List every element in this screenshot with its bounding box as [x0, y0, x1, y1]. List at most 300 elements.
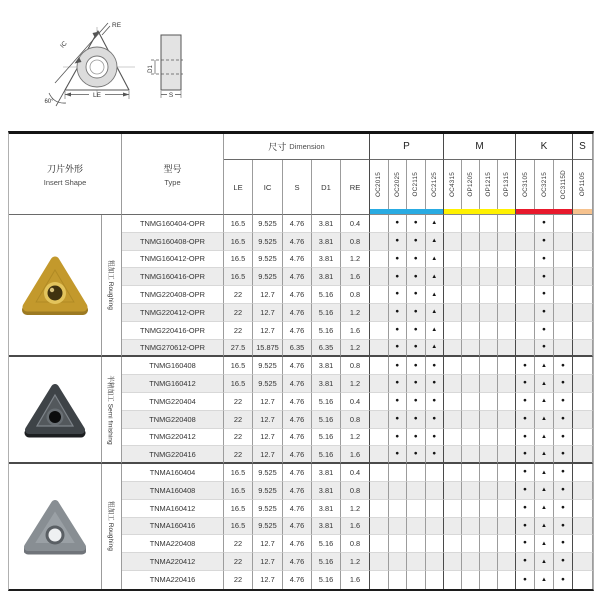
grade-mark-cell	[573, 464, 593, 482]
grade-mark-cell	[480, 393, 498, 411]
grade-mark-cell	[480, 518, 498, 536]
type-cell: TNMG160412-OPR	[122, 251, 224, 269]
dim-cell: 4.76	[283, 357, 312, 375]
grade-mark-cell	[573, 251, 593, 269]
grade-mark-cell	[535, 553, 554, 571]
grade-mark-cell	[444, 500, 462, 518]
grade-mark-cell	[573, 286, 593, 304]
grade-mark-cell	[554, 304, 573, 322]
grade-mark-cell	[426, 393, 445, 411]
grade-mark-cell	[516, 268, 535, 286]
usage-label-text: 粗加工 Roughing	[106, 501, 114, 552]
availability-dot-mark: ●	[523, 397, 527, 405]
header-insert-shape-cn: 刀片外形	[46, 163, 83, 174]
dim-cell: 22	[224, 571, 253, 589]
availability-dot-mark: ●	[561, 468, 565, 476]
insert-catalog-table	[8, 131, 594, 591]
availability-triangle-mark: ▲	[541, 451, 547, 458]
grade-mark-cell	[370, 286, 389, 304]
availability-dot-mark: ●	[395, 343, 400, 351]
grade-mark-cell	[389, 233, 408, 251]
grade-column-label: OC2015	[375, 171, 383, 197]
dim-cell: 3.81	[312, 268, 341, 286]
grade-column-label: OP1215	[485, 172, 492, 197]
grade-mark-cell	[554, 553, 573, 571]
re-leader-line	[102, 26, 110, 35]
availability-dot-mark: ●	[395, 414, 400, 422]
type-cell: TNMA160408	[122, 482, 224, 500]
type-cell: TNMA160416	[122, 518, 224, 536]
grade-mark-cell	[535, 393, 554, 411]
grade-mark-cell	[444, 340, 462, 358]
grade-mark-cell	[407, 286, 426, 304]
type-cell: TNMG220408	[122, 411, 224, 429]
availability-triangle-mark: ▲	[541, 433, 547, 440]
grade-mark-cell	[535, 215, 554, 233]
grade-mark-cell	[535, 286, 554, 304]
grade-mark-cell	[554, 500, 573, 518]
d1-label: D1	[148, 65, 154, 73]
grade-mark-cell	[516, 322, 535, 340]
grade-mark-cell	[535, 446, 554, 464]
grade-mark-cell	[389, 446, 408, 464]
availability-dot-mark: ●	[561, 503, 565, 511]
type-cell: TNMG220412-OPR	[122, 304, 224, 322]
grade-mark-cell	[535, 464, 554, 482]
grade-mark-cell	[407, 429, 426, 447]
availability-dot-mark: ●	[523, 521, 527, 529]
dim-cell: 4.76	[283, 215, 312, 233]
type-cell: TNMG220404	[122, 393, 224, 411]
grade-mark-cell	[389, 464, 408, 482]
availability-dot-mark: ●	[413, 254, 418, 262]
grade-mark-cell	[573, 340, 593, 358]
grade-mark-cell	[426, 482, 445, 500]
dim-cell: 12.7	[253, 286, 283, 304]
dim-cell: 5.16	[312, 304, 341, 322]
grade-column-label: OP1205	[467, 172, 474, 197]
grade-mark-cell	[480, 553, 498, 571]
grade-mark-cell	[554, 251, 573, 269]
grade-column-header-OC2125	[426, 160, 445, 209]
availability-dot-mark: ●	[561, 539, 565, 547]
availability-triangle-mark: ▲	[431, 238, 438, 245]
grade-class-header-M: M	[444, 134, 516, 160]
grade-mark-cell	[573, 268, 593, 286]
grade-mark-cell	[426, 286, 445, 304]
availability-dot-mark: ●	[561, 557, 565, 565]
grade-column-label: OC3115D	[559, 169, 567, 200]
availability-dot-mark: ●	[413, 361, 418, 369]
availability-dot-mark: ●	[413, 308, 418, 316]
grade-mark-cell	[462, 251, 480, 269]
grade-mark-cell	[554, 535, 573, 553]
dim-cell: 16.5	[224, 482, 253, 500]
grade-mark-cell	[516, 251, 535, 269]
grade-column-label: OC2125	[430, 171, 438, 197]
grade-mark-cell	[407, 304, 426, 322]
grade-class-header-P: P	[370, 134, 444, 160]
grade-mark-cell	[389, 304, 408, 322]
dim-cell: 9.525	[253, 268, 283, 286]
availability-dot-mark: ●	[413, 219, 418, 227]
grade-mark-cell	[370, 464, 389, 482]
grade-mark-cell	[516, 553, 535, 571]
dim-cell: 0.8	[341, 482, 370, 500]
grade-mark-cell	[554, 518, 573, 536]
type-cell: TNMA160404	[122, 464, 224, 482]
type-cell: TNMG160412	[122, 375, 224, 393]
grade-mark-cell	[407, 553, 426, 571]
availability-dot-mark: ●	[432, 397, 437, 405]
dim-cell: 0.8	[341, 286, 370, 304]
grade-mark-cell	[407, 500, 426, 518]
grade-mark-cell	[535, 251, 554, 269]
availability-dot-mark: ●	[561, 397, 565, 405]
availability-dot-mark: ●	[432, 379, 437, 387]
availability-dot-mark: ●	[542, 254, 546, 262]
dim-cell: 3.81	[312, 375, 341, 393]
grade-mark-cell	[573, 571, 593, 589]
header-dim-s: S	[283, 160, 312, 215]
dim-cell: 5.16	[312, 429, 341, 447]
availability-dot-mark: ●	[523, 414, 527, 422]
grade-mark-cell	[516, 304, 535, 322]
grade-mark-cell	[370, 535, 389, 553]
dim-cell: 1.6	[341, 268, 370, 286]
grade-mark-cell	[426, 553, 445, 571]
le-arrow-left	[65, 93, 71, 97]
availability-dot-mark: ●	[523, 432, 527, 440]
type-cell: TNMG160404-OPR	[122, 215, 224, 233]
grade-mark-cell	[444, 357, 462, 375]
grade-column-label: OP1315	[503, 172, 510, 197]
grade-mark-cell	[480, 429, 498, 447]
insert-photo-dark	[9, 357, 102, 464]
grade-column-header-OP1105	[573, 160, 593, 209]
availability-dot-mark: ●	[523, 486, 527, 494]
grade-mark-cell	[370, 393, 389, 411]
dim-cell: 22	[224, 322, 253, 340]
grade-mark-cell	[573, 375, 593, 393]
grade-mark-cell	[516, 571, 535, 589]
dim-cell: 1.2	[341, 340, 370, 358]
availability-dot-mark: ●	[561, 361, 565, 369]
grade-mark-cell	[426, 571, 445, 589]
grade-mark-cell	[573, 553, 593, 571]
availability-triangle-mark: ▲	[541, 540, 547, 547]
availability-dot-mark: ●	[395, 432, 400, 440]
header-insert-shape	[9, 134, 122, 215]
dim-cell: 5.16	[312, 535, 341, 553]
grade-mark-cell	[462, 304, 480, 322]
grade-mark-cell	[535, 340, 554, 358]
grade-mark-cell	[407, 322, 426, 340]
grade-mark-cell	[554, 375, 573, 393]
grade-column-header-OC4315	[444, 160, 462, 209]
grade-mark-cell	[498, 357, 516, 375]
dim-cell: 4.76	[283, 251, 312, 269]
grade-mark-cell	[444, 553, 462, 571]
grade-mark-cell	[498, 393, 516, 411]
grade-mark-cell	[462, 393, 480, 411]
grade-mark-cell	[426, 322, 445, 340]
usage-label-text: 粗加工 Roughing	[106, 260, 114, 311]
grade-mark-cell	[389, 322, 408, 340]
grade-mark-cell	[389, 215, 408, 233]
grade-mark-cell	[480, 268, 498, 286]
grade-mark-cell	[573, 429, 593, 447]
grade-mark-cell	[389, 500, 408, 518]
grade-mark-cell	[498, 553, 516, 571]
insert-photo-gold	[9, 215, 102, 357]
grade-mark-cell	[573, 304, 593, 322]
grade-mark-cell	[426, 464, 445, 482]
grade-mark-cell	[498, 429, 516, 447]
grade-mark-cell	[370, 571, 389, 589]
ic-label: IC	[59, 40, 69, 50]
dim-cell: 0.4	[341, 464, 370, 482]
re-label: RE	[112, 22, 122, 29]
dim-cell: 15.875	[253, 340, 283, 358]
header-dimension	[224, 134, 370, 160]
grade-mark-cell	[554, 233, 573, 251]
grade-mark-cell	[462, 482, 480, 500]
grade-mark-cell	[444, 482, 462, 500]
grade-mark-cell	[407, 375, 426, 393]
grade-class-header-K: K	[516, 134, 573, 160]
header-type-cn: 型号	[163, 163, 182, 174]
dim-cell: 22	[224, 304, 253, 322]
grade-mark-cell	[480, 322, 498, 340]
grade-mark-cell	[407, 518, 426, 536]
dim-cell: 9.525	[253, 215, 283, 233]
grade-mark-cell	[370, 553, 389, 571]
grade-mark-cell	[498, 411, 516, 429]
grade-mark-cell	[426, 268, 445, 286]
grade-mark-cell	[462, 464, 480, 482]
grade-mark-cell	[444, 286, 462, 304]
grade-mark-cell	[516, 286, 535, 304]
grade-mark-cell	[480, 233, 498, 251]
dim-cell: 4.76	[283, 322, 312, 340]
usage-label	[102, 357, 122, 464]
grade-mark-cell	[573, 411, 593, 429]
grade-mark-cell	[498, 464, 516, 482]
availability-dot-mark: ●	[523, 539, 527, 547]
availability-dot-mark: ●	[413, 397, 418, 405]
dim-cell: 3.81	[312, 215, 341, 233]
dim-cell: 9.525	[253, 464, 283, 482]
dim-cell: 5.16	[312, 286, 341, 304]
availability-dot-mark: ●	[561, 450, 565, 457]
grade-mark-cell	[554, 357, 573, 375]
grade-mark-cell	[389, 357, 408, 375]
grade-mark-cell	[407, 340, 426, 358]
header-dim-ic: IC	[253, 160, 283, 215]
grade-mark-cell	[444, 429, 462, 447]
grade-mark-cell	[480, 500, 498, 518]
dim-cell: 3.81	[312, 518, 341, 536]
dim-cell: 1.6	[341, 518, 370, 536]
grade-mark-cell	[370, 446, 389, 464]
dim-cell: 22	[224, 393, 253, 411]
grade-mark-cell	[535, 518, 554, 536]
grade-mark-cell	[573, 518, 593, 536]
dim-cell: 9.525	[253, 251, 283, 269]
grade-mark-cell	[407, 446, 426, 464]
dim-cell: 4.76	[283, 535, 312, 553]
dim-cell: 3.81	[312, 464, 341, 482]
dim-cell: 16.5	[224, 464, 253, 482]
grade-mark-cell	[554, 393, 573, 411]
grade-mark-cell	[554, 411, 573, 429]
grade-mark-cell	[535, 500, 554, 518]
grade-mark-cell	[462, 233, 480, 251]
availability-dot-mark: ●	[413, 290, 418, 298]
grade-mark-cell	[498, 535, 516, 553]
grade-mark-cell	[407, 571, 426, 589]
grade-mark-cell	[554, 322, 573, 340]
dim-cell: 3.81	[312, 357, 341, 375]
grade-column-label: OC2115	[412, 172, 420, 197]
grade-column-header-OP1315	[498, 160, 516, 209]
grade-mark-cell	[535, 304, 554, 322]
availability-dot-mark: ●	[561, 521, 565, 529]
grade-mark-cell	[389, 553, 408, 571]
dim-cell: 9.525	[253, 482, 283, 500]
grade-mark-cell	[462, 553, 480, 571]
grade-mark-cell	[516, 446, 535, 464]
header-type	[122, 134, 224, 215]
grade-mark-cell	[535, 375, 554, 393]
grade-column-header-OC2115	[407, 160, 426, 209]
grade-mark-cell	[389, 251, 408, 269]
grade-mark-cell	[389, 286, 408, 304]
dim-cell: 0.4	[341, 393, 370, 411]
dim-cell: 12.7	[253, 304, 283, 322]
dim-cell: 4.76	[283, 446, 312, 464]
grade-mark-cell	[444, 571, 462, 589]
header-type-en: Type	[164, 177, 181, 187]
grade-mark-cell	[480, 571, 498, 589]
grade-mark-cell	[389, 571, 408, 589]
grade-column-header-OC3105	[516, 160, 535, 209]
availability-dot-mark: ●	[542, 325, 546, 333]
availability-dot-mark: ●	[542, 272, 546, 280]
availability-triangle-mark: ▲	[541, 380, 547, 387]
dim-cell: 12.7	[253, 535, 283, 553]
dim-cell: 5.16	[312, 571, 341, 589]
dim-cell: 4.76	[283, 268, 312, 286]
availability-dot-mark: ●	[413, 343, 418, 351]
dim-cell: 4.76	[283, 304, 312, 322]
grade-mark-cell	[389, 268, 408, 286]
grade-mark-cell	[407, 464, 426, 482]
dim-cell: 4.76	[283, 553, 312, 571]
grade-column-header-OC2015	[370, 160, 389, 209]
availability-dot-mark: ●	[561, 379, 565, 387]
grade-column-header-OC3115D	[554, 160, 573, 209]
grade-mark-cell	[554, 571, 573, 589]
grade-mark-cell	[535, 429, 554, 447]
dim-cell: 12.7	[253, 429, 283, 447]
dim-cell: 5.16	[312, 411, 341, 429]
dim-cell: 16.5	[224, 233, 253, 251]
dim-cell: 4.76	[283, 286, 312, 304]
type-cell: TNMG160408-OPR	[122, 233, 224, 251]
grade-mark-cell	[480, 535, 498, 553]
grade-mark-cell	[554, 340, 573, 358]
availability-triangle-mark: ▲	[541, 558, 547, 565]
grade-mark-cell	[498, 375, 516, 393]
availability-dot-mark: ●	[561, 414, 565, 422]
dim-cell: 1.2	[341, 553, 370, 571]
angle-label: 60°	[44, 99, 54, 105]
s-label: S	[168, 92, 174, 99]
grade-mark-cell	[370, 233, 389, 251]
grade-mark-cell	[480, 411, 498, 429]
grade-mark-cell	[516, 375, 535, 393]
grade-mark-cell	[498, 340, 516, 358]
type-cell: TNMG220416-OPR	[122, 322, 224, 340]
grade-mark-cell	[554, 268, 573, 286]
grade-mark-cell	[370, 411, 389, 429]
header-dim-d1: D1	[312, 160, 341, 215]
grade-mark-cell	[462, 429, 480, 447]
grade-mark-cell	[498, 322, 516, 340]
grade-mark-cell	[480, 340, 498, 358]
availability-triangle-mark: ▲	[541, 362, 547, 369]
grade-mark-cell	[462, 500, 480, 518]
type-cell: TNMG160416-OPR	[122, 268, 224, 286]
availability-dot-mark: ●	[561, 575, 565, 583]
availability-dot-mark: ●	[523, 361, 527, 369]
grade-mark-cell	[444, 251, 462, 269]
availability-dot-mark: ●	[523, 468, 527, 476]
grade-column-label: OC4315	[449, 171, 456, 197]
grade-mark-cell	[480, 482, 498, 500]
dim-cell: 22	[224, 411, 253, 429]
dim-cell: 1.6	[341, 322, 370, 340]
grade-mark-cell	[407, 357, 426, 375]
grade-mark-cell	[516, 215, 535, 233]
grade-mark-cell	[389, 518, 408, 536]
dim-cell: 5.16	[312, 446, 341, 464]
grade-mark-cell	[389, 340, 408, 358]
dim-cell: 12.7	[253, 553, 283, 571]
grade-mark-cell	[444, 411, 462, 429]
grade-mark-cell	[573, 215, 593, 233]
grade-mark-cell	[535, 268, 554, 286]
dim-cell: 4.76	[283, 375, 312, 393]
availability-triangle-mark: ▲	[431, 291, 438, 298]
availability-dot-mark: ●	[395, 254, 400, 262]
grade-mark-cell	[389, 429, 408, 447]
type-cell: TNMA220408	[122, 535, 224, 553]
grade-mark-cell	[535, 482, 554, 500]
availability-dot-mark: ●	[542, 290, 546, 298]
availability-triangle-mark: ▲	[541, 487, 547, 494]
le-arrow-right	[123, 93, 129, 97]
grade-mark-cell	[407, 251, 426, 269]
type-cell: TNMA220412	[122, 553, 224, 571]
grade-mark-cell	[462, 268, 480, 286]
grade-mark-cell	[573, 446, 593, 464]
grade-mark-cell	[407, 535, 426, 553]
dim-cell: 22	[224, 429, 253, 447]
availability-dot-mark: ●	[395, 290, 400, 298]
